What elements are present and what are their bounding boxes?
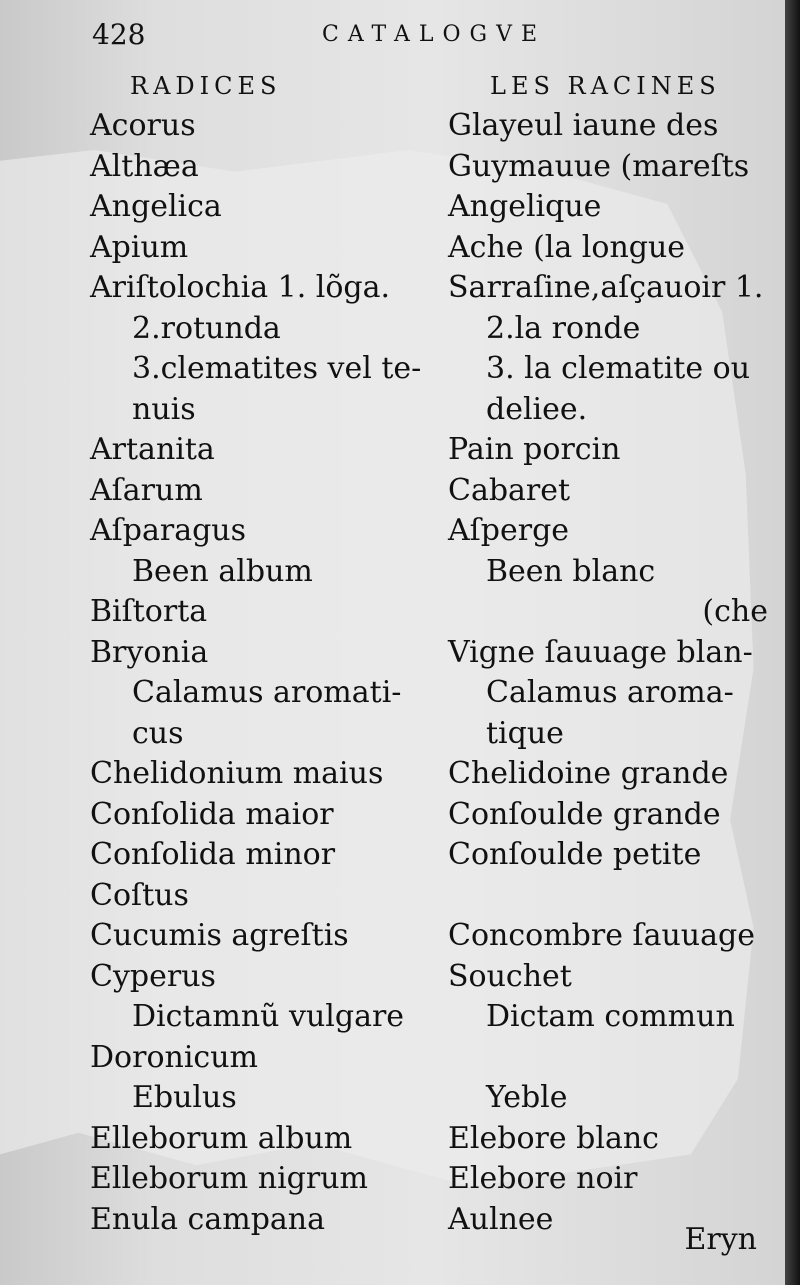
latin-entry: Bryonia xyxy=(90,634,209,670)
french-entry: 3. la clematite ou xyxy=(486,351,751,386)
french-entry: Cabaret xyxy=(448,472,571,508)
french-entry: Concombre ſauuage xyxy=(448,918,755,953)
french-entry: Guymauue (mareſts xyxy=(448,148,750,184)
page-header xyxy=(0,18,785,58)
french-entry: Aſperge xyxy=(448,513,570,548)
latin-entry: 3.clematites vel te- xyxy=(132,351,422,386)
latin-entry: Enula campana xyxy=(90,1201,325,1237)
french-entry: Elebore blanc xyxy=(448,1120,659,1156)
catchword: Eryn xyxy=(684,1222,757,1257)
latin-entry: Angelica xyxy=(90,189,222,224)
latin-entry: Conſolida minor xyxy=(90,837,336,872)
latin-entry: Conſolida maior xyxy=(90,796,334,832)
latin-entry: Acorus xyxy=(90,108,196,143)
latin-entry: Aſarum xyxy=(90,472,203,508)
french-entry: Dictam commun xyxy=(486,999,735,1034)
french-entry: Yeble xyxy=(486,1080,568,1115)
latin-entry: nuis xyxy=(132,391,196,427)
french-entry: tique xyxy=(486,715,564,751)
latin-entry: Calamus aromati- xyxy=(132,675,402,710)
french-entry: Aulnee xyxy=(448,1201,554,1237)
latin-entry: Cucumis agreſtis xyxy=(90,918,349,953)
french-entry: Souchet xyxy=(448,958,572,994)
french-entry: Sarraſine,aſçauoir 1. xyxy=(448,270,764,305)
latin-entry: Chelidonium maius xyxy=(90,756,384,791)
page-number: 428 xyxy=(92,18,146,51)
latin-entry: Apium xyxy=(90,229,189,265)
latin-column xyxy=(90,106,430,1240)
french-entry: (che xyxy=(702,594,768,629)
french-entry: Been blanc xyxy=(486,553,656,589)
french-entry: Vigne ſauuage blan- xyxy=(448,634,753,670)
latin-entry: Elleborum nigrum xyxy=(90,1161,368,1196)
french-entry xyxy=(448,1038,768,1079)
running-head: CATALOGVE xyxy=(322,22,547,47)
book-spine-edge xyxy=(785,0,800,1285)
latin-entry: Althæa xyxy=(90,148,199,184)
french-entry: 2.la ronde xyxy=(486,310,641,346)
french-column xyxy=(448,106,768,1240)
latin-entry: Been album xyxy=(132,553,313,589)
latin-entry: 2.rotunda xyxy=(132,310,281,346)
latin-entry: Ariſtolochia 1. lõga. xyxy=(90,270,391,305)
left-column-header: RADICES xyxy=(130,72,282,100)
latin-entry: Doronicum xyxy=(90,1039,259,1075)
french-entry: deliee. xyxy=(486,391,588,427)
latin-entry: Coſtus xyxy=(90,877,189,913)
french-entry: Conſoulde grande xyxy=(448,796,721,832)
french-entry: Glayeul iaune des xyxy=(448,108,719,143)
latin-entry: Biſtorta xyxy=(90,594,208,629)
latin-entry: Cyperus xyxy=(90,958,216,994)
latin-entry: cus xyxy=(132,715,184,751)
latin-entry: Elleborum album xyxy=(90,1120,353,1156)
latin-entry: Dictamnũ vulgare xyxy=(132,999,405,1034)
french-entry: Calamus aroma- xyxy=(486,675,734,710)
french-entry xyxy=(448,876,768,917)
right-column-header: LES RACINES xyxy=(490,72,721,100)
latin-entry: Ebulus xyxy=(132,1080,237,1115)
french-entry: Ache (la longue xyxy=(448,229,686,265)
french-entry: Angelique xyxy=(448,189,602,224)
latin-entry: Aſparagus xyxy=(90,513,247,548)
french-entry: Elebore noir xyxy=(448,1161,638,1196)
french-entry: Pain porcin xyxy=(448,432,621,467)
french-entry: Conſoulde petite xyxy=(448,837,702,872)
french-entry: Chelidoine grande xyxy=(448,756,729,791)
latin-entry: Artanita xyxy=(90,432,215,467)
